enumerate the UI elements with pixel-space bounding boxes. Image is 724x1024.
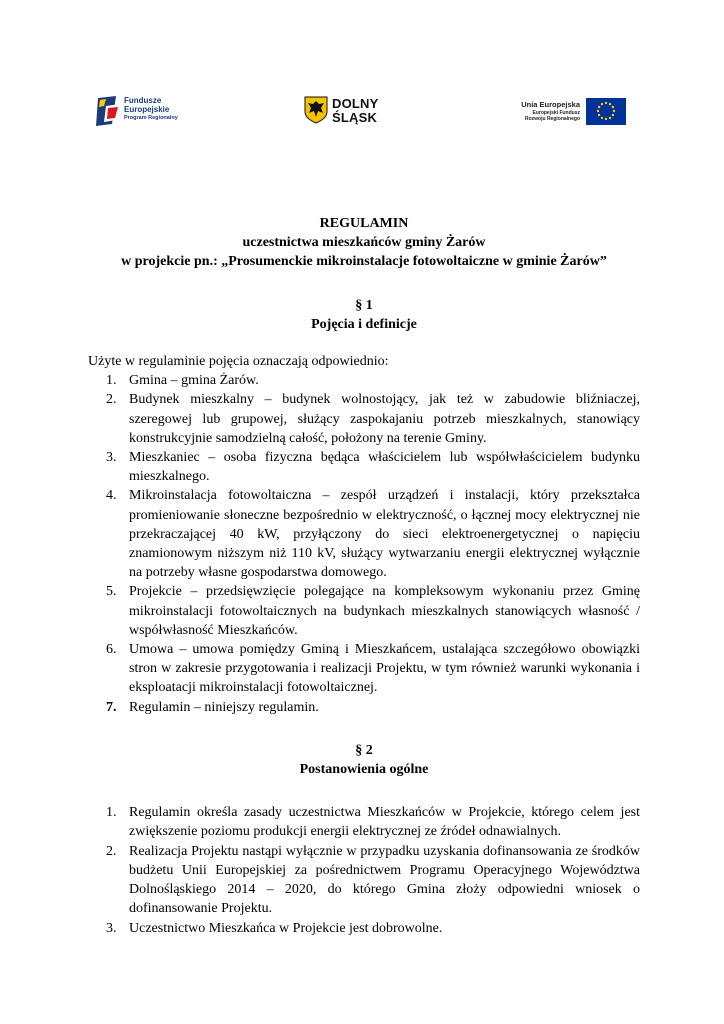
title-line1: REGULAMIN <box>319 216 409 231</box>
list-item-number: 1. <box>106 805 117 821</box>
list-item <box>88 486 640 582</box>
fe-logo-line2: Europejskie <box>124 105 170 114</box>
list-item-number: 5. <box>106 584 117 600</box>
list-item-text: Regulamin określa zasady uczestnictwa Mieszkańców w Projekcie, którego celem jest zwiększenie poziomu produkcji energii elektrycznej ze źródeł odnawialnych. <box>129 805 640 840</box>
section1-heading: Pojęcia i definicje <box>311 316 417 332</box>
list-item-text: Projekcie – przedsięwzięcie polegające na kompleksowym wykonaniu przez Gminę mikroinstalacji fotowoltaicznych na budynkach mieszkalnych stanowiących własność / współwłasność Mieszkańców. <box>129 584 640 638</box>
fe-logo-line3: Program Regionalny <box>124 115 178 121</box>
list-item-number: 3. <box>106 920 117 936</box>
list-item-text: Mikroinstalacja fotowoltaiczna – zespół urządzeń i instalacji, który przekształca promieniowanie słoneczne bezpośrednio w elektryczność, o łącznej mocy elektrycznej nie przekraczającej 40 kW, przyłączony do sieci elektroenergetycznej o napięciu znamionowym niższym niż 110 kV, służący wytwarzaniu energii elektrycznej wyłącznie na potrzeby własne gospodarstwa domowego. <box>129 488 640 581</box>
section1-list <box>88 371 640 717</box>
title-line3: w projekcie pn.: „Prosumenckie mikroinstalacje fotowoltaiczne w gminie Żarów” <box>121 254 607 270</box>
list-item-text: Regulamin – niniejszy regulamin. <box>129 699 319 715</box>
eu-flag-icon <box>586 98 626 125</box>
spacer <box>88 717 640 741</box>
fe-emblem-icon <box>96 94 122 128</box>
list-item-text: Realizacja Projektu nastąpi wyłącznie w przypadku uzyskania dofinansowania ze środków budżetu Unii Europejskiej za pośrednictwem Programu Operacyjnego Województwa Dolnośląskiego 2014 – 2020, do którego Gmina złoży odpowiedni wniosek o dofinansowanie Projektu. <box>129 843 640 917</box>
list-item-number: 1. <box>106 373 117 389</box>
spacer <box>88 272 640 296</box>
list-item <box>88 390 640 448</box>
list-item-number: 4. <box>106 488 117 504</box>
ue-logo-line2: Europejski Fundusz <box>532 110 580 116</box>
dolny-slask-logo <box>304 96 396 126</box>
section1-number: § 1 <box>355 297 373 313</box>
document-body <box>88 214 640 938</box>
eagle-shield-icon <box>304 96 328 124</box>
spacer <box>88 779 640 803</box>
list-item <box>88 803 640 841</box>
ds-logo-line1: DOLNY <box>332 96 379 111</box>
list-item <box>88 371 640 390</box>
list-item-text: Mieszkaniec – osoba fizyczna będąca właścicielem lub współwłaścicielem budynku mieszkalnego. <box>129 450 640 485</box>
section2-list <box>88 803 640 937</box>
list-item-text: Umowa – umowa pomiędzy Gminą i Mieszkańcem, ustalająca szczegółowo obowiązki stron w zakresie przygotowania i realizacji Projektu, w tym również warunki wykonania i eksploatacji mikroinstalacji fotowoltaicznej. <box>129 642 640 696</box>
list-item <box>88 919 640 938</box>
list-item <box>88 582 640 640</box>
list-item-number: 2. <box>106 843 117 859</box>
fe-logo-line1: Fundusze <box>124 96 162 105</box>
spacer <box>88 334 640 352</box>
list-item-number: 3. <box>106 450 117 466</box>
list-item <box>88 640 640 698</box>
ue-logo-line3: Rozwoju Regionalnego <box>525 116 580 122</box>
list-item-text: Budynek mieszkalny – budynek wolnostojący, jak też w zabudowie bliźniaczej, szeregowej lub grupowej, służący zaspokajaniu potrzeb mieszkalnych, stanowiący konstrukcyjnie samodzielną całość, położony na terenie Gminy. <box>129 392 640 446</box>
fundusze-europejskie-logo <box>96 94 196 130</box>
list-item <box>88 448 640 486</box>
header-logos <box>0 94 724 134</box>
ue-logo-line1: Unia Europejska <box>521 100 580 109</box>
section1-intro: Użyte w regulaminie pojęcia oznaczają odpowiednio: <box>88 354 389 370</box>
list-item <box>88 698 640 717</box>
section2-number: § 2 <box>355 742 373 758</box>
list-item-number: 6. <box>106 642 117 658</box>
section2-heading: Postanowienia ogólne <box>299 762 429 778</box>
list-item <box>88 842 640 919</box>
list-item-number: 2. <box>106 392 117 408</box>
list-item-number: 7. <box>106 699 117 715</box>
list-item-text: Uczestnictwo Mieszkańca w Projekcie jest dobrowolne. <box>129 920 443 936</box>
unia-europejska-logo <box>508 98 628 126</box>
title-line2: uczestnictwa mieszkańców gminy Żarów <box>242 235 486 251</box>
ds-logo-line2: ŚLĄSK <box>332 110 378 125</box>
list-item-text: Gmina – gmina Żarów. <box>129 373 259 389</box>
